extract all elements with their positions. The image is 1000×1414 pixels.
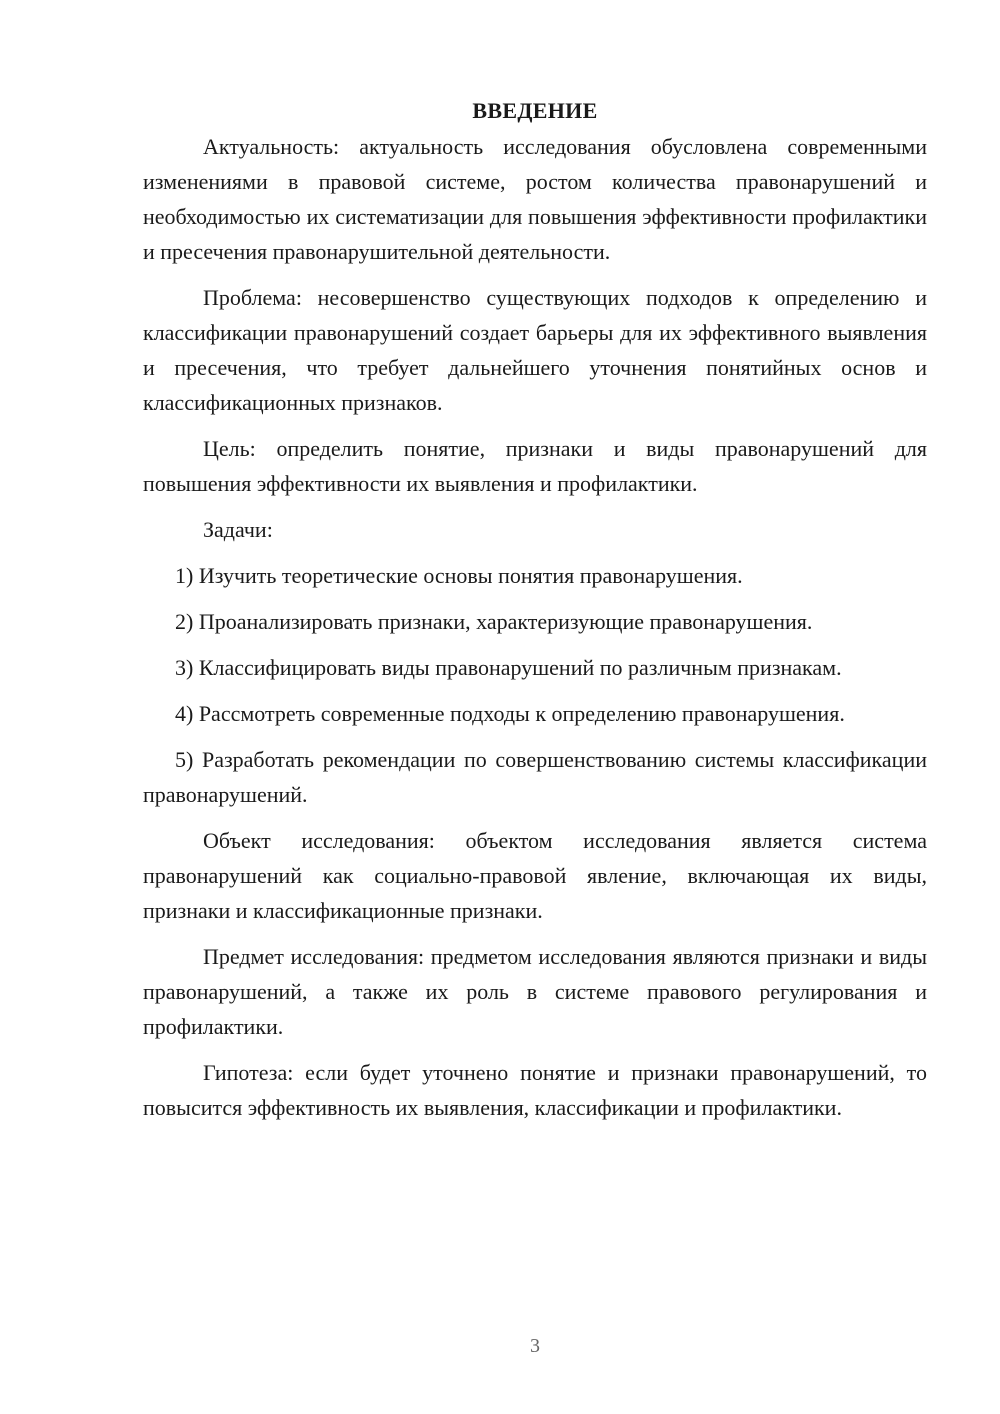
task-item-5: 5) Разработать рекомендации по совершенствованию системы классификации правонарушений.: [143, 747, 927, 807]
paragraph-relevance: Актуальность: актуальность исследования обусловлена современными изменениями в правовой системе, ростом количества правонарушений и необходимостью их систематизации для повышения эффективности профилактики и пресечения правонарушительной деятельности.: [143, 134, 927, 264]
page-number: 3: [530, 1335, 540, 1357]
paragraph-goal: Цель: определить понятие, признаки и виды правонарушений для повышения эффективности их выявления и профилактики.: [143, 436, 927, 496]
paragraph-tasks-heading: Задачи:: [203, 517, 273, 542]
paragraph-subject: Предмет исследования: предметом исследования являются признаки и виды правонарушений, а также их роль в системе правового регулирования и профилактики.: [143, 944, 927, 1039]
task-item-3: 3) Классифицировать виды правонарушений по различным признакам.: [175, 655, 842, 680]
task-item-1: 1) Изучить теоретические основы понятия правонарушения.: [175, 563, 743, 588]
section-title: ВВЕДЕНИЕ: [472, 98, 598, 123]
task-item-4: 4) Рассмотреть современные подходы к определению правонарушения.: [175, 701, 845, 726]
document-page: [143, 96, 927, 1136]
paragraph-problem: Проблема: несовершенство существующих подходов к определению и классификации правонарушений создает барьеры для их эффективного выявления и пресечения, что требует дальнейшего уточнения понятийных основ и классификационных признаков.: [143, 285, 927, 415]
paragraph-hypothesis: Гипотеза: если будет уточнено понятие и признаки правонарушений, то повысится эффективность их выявления, классификации и профилактики.: [143, 1060, 927, 1120]
paragraph-object: Объект исследования: объектом исследования является система правонарушений как социально-правовой явление, включающая их виды, признаки и классификационные признаки.: [143, 828, 927, 923]
task-item-2: 2) Проанализировать признаки, характеризующие правонарушения.: [175, 609, 813, 634]
